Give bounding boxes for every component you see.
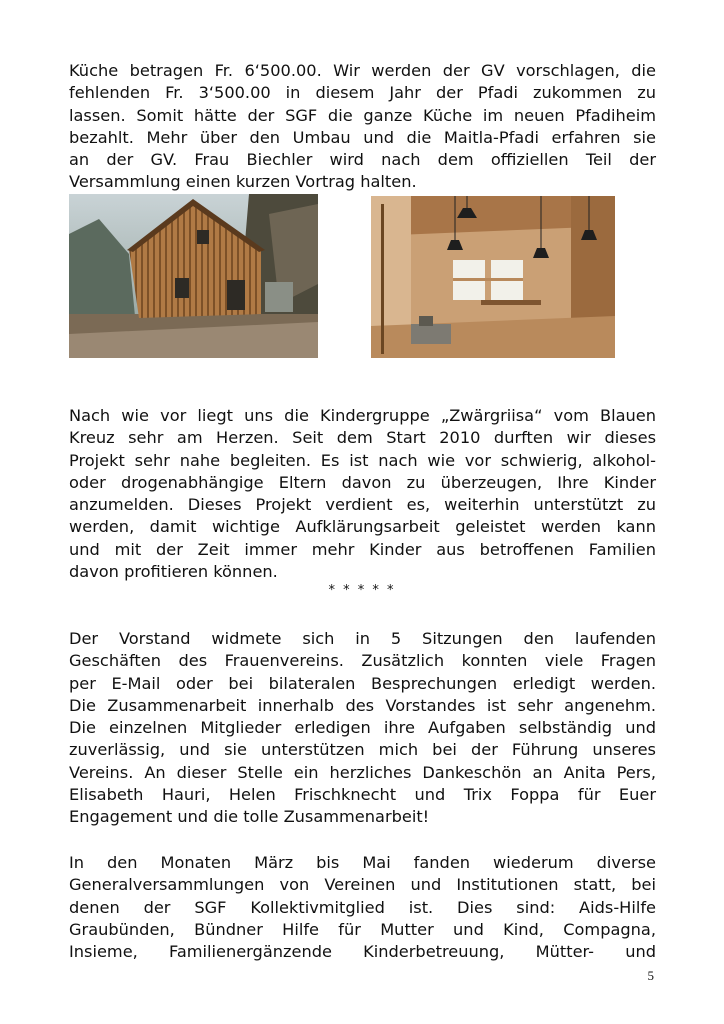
text-line: Elisabeth Hauri, Helen Frischknecht und Trix Foppa für Euer bbox=[69, 785, 656, 805]
text-line: bezahlt. Mehr über den Umbau und die Maitla-Pfadi erfahren sie bbox=[69, 127, 656, 147]
text-line: per E-Mail oder bei bilateralen Besprechungen erledigt werden. bbox=[69, 673, 656, 693]
text-line: denen der SGF Kollektivmitglied ist. Dies sind: Aids-Hilfe bbox=[69, 897, 656, 917]
text-line: an der GV. Frau Biechler wird nach dem offiziellen Teil der bbox=[69, 150, 656, 170]
text-line: Nach wie vor liegt uns die Kindergruppe „Zwärgriisa“ vom Blauen bbox=[69, 406, 656, 425]
text-line: Küche betragen Fr. 6‘500.00. Wir werden der GV vorschlagen, die bbox=[69, 61, 656, 80]
text-line: Projekt sehr nahe begleiten. Es ist nach wie vor schwierig, alkohol- bbox=[69, 450, 656, 470]
text-line: Versammlung einen kurzen Vortrag halten. bbox=[69, 172, 417, 192]
paragraph-kindergruppe bbox=[69, 405, 656, 583]
text-line: davon profitieren können. bbox=[69, 562, 278, 582]
wooden-scout-house-exterior-photo bbox=[69, 194, 318, 358]
text-line: Generalversammlungen von Vereinen und Institutionen statt, bei bbox=[69, 875, 656, 895]
text-line: oder drogenabhängige Eltern davon zu überzeugen, Ihre Kinder bbox=[69, 472, 656, 492]
text-line: werden, damit wichtige Aufklärungsarbeit geleistet werden kann bbox=[69, 517, 656, 537]
text-line: Die Zusammenarbeit innerhalb des Vorstandes ist sehr angenehm. bbox=[69, 695, 656, 715]
text-line: Engagement und die tolle Zusammenarbeit! bbox=[69, 807, 430, 827]
paragraph-kitchen bbox=[69, 60, 656, 194]
text-line: Der Vorstand widmete sich in 5 Sitzungen den laufenden bbox=[69, 629, 656, 648]
section-separator: * * * * * bbox=[328, 583, 396, 598]
text-line: In den Monaten März bis Mai fanden wiederum diverse bbox=[69, 853, 656, 872]
text-line: lassen. Somit hätte der SGF die ganze Küche im neuen Pfadiheim bbox=[69, 105, 656, 125]
paragraph-vorstand bbox=[69, 628, 656, 829]
text-line: Insieme, Familienergänzende Kinderbetreuung, Mütter- und bbox=[69, 942, 656, 962]
text-line: und mit der Zeit immer mehr Kinder aus betroffenen Familien bbox=[69, 539, 656, 559]
page-number: 5 bbox=[647, 968, 654, 983]
text-line: Graubünden, Bündner Hilfe für Mutter und Kind, Compagna, bbox=[69, 919, 656, 939]
text-line: anzumelden. Dieses Projekt verdient es, weiterhin unterstützt zu bbox=[69, 495, 656, 515]
scout-house-interior-photo bbox=[371, 196, 615, 358]
text-line: Geschäften des Frauenvereins. Zusätzlich konnten viele Fragen bbox=[69, 651, 656, 671]
text-line: Die einzelnen Mitglieder erledigen ihre Aufgaben selbständig und bbox=[69, 718, 656, 738]
text-line: Kreuz sehr am Herzen. Seit dem Start 2010 durften wir dieses bbox=[69, 428, 656, 448]
text-line: fehlenden Fr. 3‘500.00 in diesem Jahr der Pfadi zukommen zu bbox=[69, 83, 656, 103]
paragraph-generalversammlungen bbox=[69, 852, 656, 963]
text-line: Vereins. An dieser Stelle ein herzliches Dankeschön an Anita Pers, bbox=[69, 762, 656, 782]
text-line: zuverlässig, und sie unterstützen mich bei der Führung unseres bbox=[69, 740, 656, 760]
